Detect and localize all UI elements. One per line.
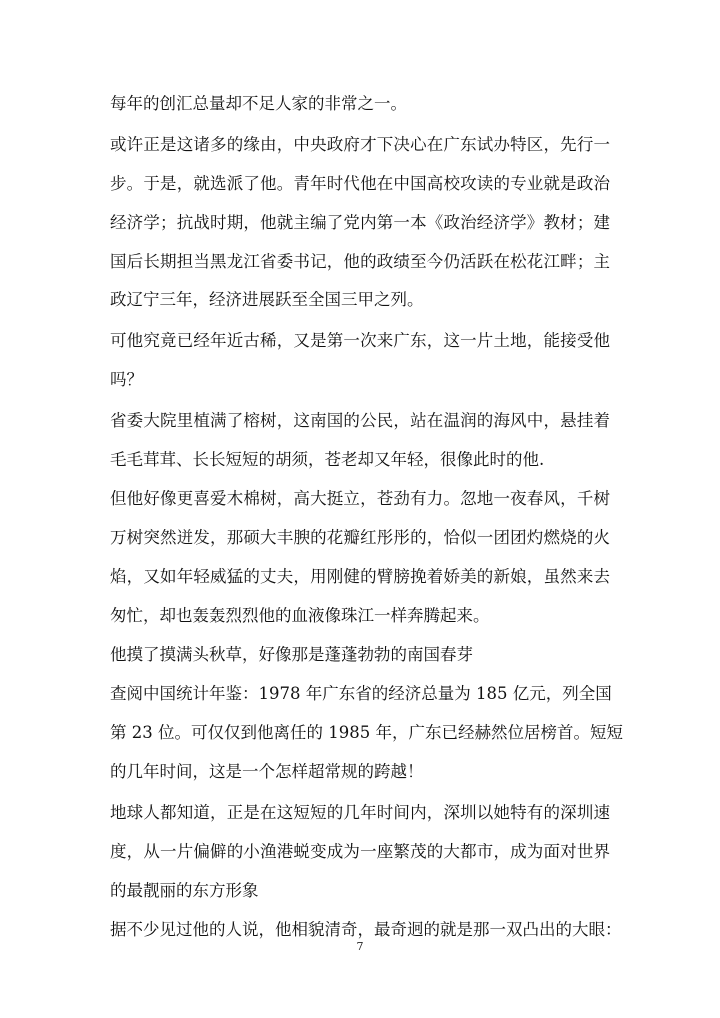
- text-line: 度，从一片偏僻的小渔港蜕变成为一座繁茂的大都市，成为面对世界: [110, 842, 610, 861]
- text-line: 匆忙，却也轰轰烈烈他的血液像珠江一样奔腾起来。: [110, 606, 490, 625]
- text-line: 的几年时间，这是一个怎样超常规的跨越！: [110, 762, 424, 781]
- text-line: 经济学；抗战时期，他就主编了党内第一本《政治经济学》教材；建: [110, 213, 610, 232]
- text-line: 省委大院里植满了榕树，这南国的公民，站在温润的海风中，悬挂着: [110, 411, 610, 430]
- text-line: 毛毛茸茸、长长短短的胡须，苍老却又年轻，很像此时的他.: [110, 450, 545, 469]
- text-line: 可他究竟已经年近古稀，又是第一次来广东，这一片土地，能接受他: [110, 331, 610, 350]
- page-number: 7: [356, 940, 364, 953]
- text-line: 每年的创汇总量却不足人家的非常之一。: [110, 94, 407, 113]
- text-line: 焰，又如年轻威猛的丈夫，用刚健的臂膀挽着娇美的新娘，虽然来去: [110, 567, 610, 586]
- text-line: 吗？: [110, 370, 143, 389]
- text-line: 万树突然迸发，那硕大丰腴的花瓣红彤彤的，恰似一团团灼燃烧的火: [110, 528, 610, 547]
- text-line: 的最靓丽的东方形象: [110, 881, 259, 900]
- text-line: 据不少见过他的人说，他相貌清奇，最奇迥的就是那一双凸出的大眼：: [110, 920, 622, 939]
- text-line: 或许正是这诸多的缘由，中央政府才下决心在广东试办特区，先行一: [110, 135, 610, 154]
- text-line: 查阅中国统计年鉴：1978 年广东省的经济总量为 185 亿元，列全国: [110, 684, 612, 703]
- text-line: 第 23 位。可仅仅到他离任的 1985 年，广东已经赫然位居榜首。短短: [110, 723, 623, 742]
- text-line: 国后长期担当黑龙江省委书记，他的政绩至今仍活跃在松花江畔；主: [110, 252, 610, 271]
- text-line: 他摸了摸满头秋草，好像那是蓬蓬勃勃的南国春芽: [110, 645, 473, 664]
- text-line: 地球人都知道，正是在这短短的几年时间内，深圳以她特有的深圳速: [110, 803, 610, 822]
- text-line: 但他好像更喜爱木棉树，高大挺立，苍劲有力。忽地一夜春风，千树: [110, 489, 610, 508]
- text-line: 步。于是，就选派了他。青年时代他在中国高校攻读的专业就是政治: [110, 174, 610, 193]
- text-line: 政辽宁三年，经济进展跃至全国三甲之列。: [110, 290, 424, 309]
